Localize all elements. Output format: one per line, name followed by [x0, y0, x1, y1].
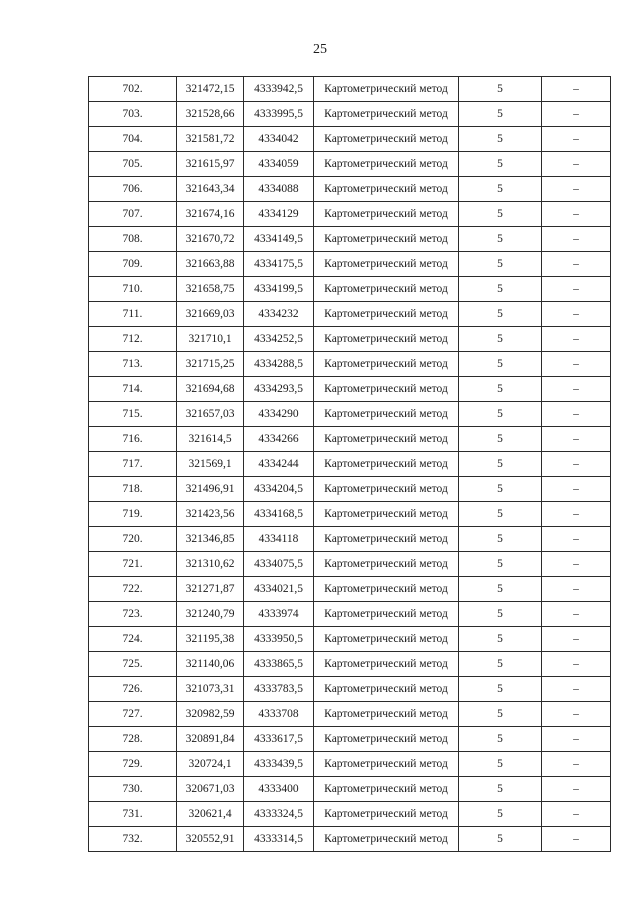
- y-coordinate-cell: 4333974: [244, 602, 314, 627]
- accuracy-cell: 5: [459, 652, 542, 677]
- x-coordinate-cell: 320671,03: [177, 777, 244, 802]
- x-coordinate-cell: 321073,31: [177, 677, 244, 702]
- dash-cell: –: [542, 252, 611, 277]
- table-row: [89, 477, 611, 502]
- point-number-cell: 719.: [89, 502, 177, 527]
- y-coordinate-cell: 4333439,5: [244, 752, 314, 777]
- y-coordinate-cell: 4333314,5: [244, 827, 314, 852]
- y-coordinate-cell: 4333617,5: [244, 727, 314, 752]
- table-row: [89, 77, 611, 102]
- dash-cell: –: [542, 427, 611, 452]
- point-number-cell: 726.: [89, 677, 177, 702]
- dash-cell: –: [542, 827, 611, 852]
- dash-cell: –: [542, 152, 611, 177]
- accuracy-cell: 5: [459, 177, 542, 202]
- table-row: [89, 252, 611, 277]
- table-row: [89, 377, 611, 402]
- table-row: [89, 427, 611, 452]
- method-cell: Картометрический метод: [314, 602, 459, 627]
- y-coordinate-cell: 4334266: [244, 427, 314, 452]
- y-coordinate-cell: 4334252,5: [244, 327, 314, 352]
- method-cell: Картометрический метод: [314, 77, 459, 102]
- table-row: [89, 152, 611, 177]
- accuracy-cell: 5: [459, 452, 542, 477]
- accuracy-cell: 5: [459, 752, 542, 777]
- accuracy-cell: 5: [459, 202, 542, 227]
- y-coordinate-cell: 4333942,5: [244, 77, 314, 102]
- y-coordinate-cell: 4334075,5: [244, 552, 314, 577]
- method-cell: Картометрический метод: [314, 552, 459, 577]
- accuracy-cell: 5: [459, 602, 542, 627]
- accuracy-cell: 5: [459, 727, 542, 752]
- dash-cell: –: [542, 227, 611, 252]
- dash-cell: –: [542, 352, 611, 377]
- method-cell: Картометрический метод: [314, 752, 459, 777]
- accuracy-cell: 5: [459, 102, 542, 127]
- x-coordinate-cell: 321657,03: [177, 402, 244, 427]
- dash-cell: –: [542, 627, 611, 652]
- accuracy-cell: 5: [459, 477, 542, 502]
- y-coordinate-cell: 4333400: [244, 777, 314, 802]
- point-number-cell: 715.: [89, 402, 177, 427]
- dash-cell: –: [542, 527, 611, 552]
- method-cell: Картометрический метод: [314, 427, 459, 452]
- table-row: [89, 552, 611, 577]
- x-coordinate-cell: 321615,97: [177, 152, 244, 177]
- y-coordinate-cell: 4333950,5: [244, 627, 314, 652]
- x-coordinate-cell: 321346,85: [177, 527, 244, 552]
- dash-cell: –: [542, 552, 611, 577]
- method-cell: Картометрический метод: [314, 677, 459, 702]
- method-cell: Картометрический метод: [314, 352, 459, 377]
- dash-cell: –: [542, 402, 611, 427]
- point-number-cell: 732.: [89, 827, 177, 852]
- table-row: [89, 352, 611, 377]
- method-cell: Картометрический метод: [314, 627, 459, 652]
- point-number-cell: 708.: [89, 227, 177, 252]
- point-number-cell: 702.: [89, 77, 177, 102]
- x-coordinate-cell: 321669,03: [177, 302, 244, 327]
- dash-cell: –: [542, 702, 611, 727]
- accuracy-cell: 5: [459, 802, 542, 827]
- table-row: [89, 277, 611, 302]
- method-cell: Картометрический метод: [314, 377, 459, 402]
- y-coordinate-cell: 4334199,5: [244, 277, 314, 302]
- dash-cell: –: [542, 602, 611, 627]
- x-coordinate-cell: 320552,91: [177, 827, 244, 852]
- table-row: [89, 577, 611, 602]
- y-coordinate-cell: 4334088: [244, 177, 314, 202]
- point-number-cell: 716.: [89, 427, 177, 452]
- table-row: [89, 102, 611, 127]
- point-number-cell: 730.: [89, 777, 177, 802]
- point-number-cell: 718.: [89, 477, 177, 502]
- point-number-cell: 710.: [89, 277, 177, 302]
- method-cell: Картометрический метод: [314, 177, 459, 202]
- y-coordinate-cell: 4333324,5: [244, 802, 314, 827]
- dash-cell: –: [542, 202, 611, 227]
- dash-cell: –: [542, 752, 611, 777]
- method-cell: Картометрический метод: [314, 727, 459, 752]
- point-number-cell: 728.: [89, 727, 177, 752]
- point-number-cell: 712.: [89, 327, 177, 352]
- y-coordinate-cell: 4334118: [244, 527, 314, 552]
- accuracy-cell: 5: [459, 577, 542, 602]
- method-cell: Картометрический метод: [314, 252, 459, 277]
- x-coordinate-cell: 321670,72: [177, 227, 244, 252]
- point-number-cell: 713.: [89, 352, 177, 377]
- point-number-cell: 723.: [89, 602, 177, 627]
- x-coordinate-cell: 321528,66: [177, 102, 244, 127]
- point-number-cell: 714.: [89, 377, 177, 402]
- y-coordinate-cell: 4334288,5: [244, 352, 314, 377]
- x-coordinate-cell: 321271,87: [177, 577, 244, 602]
- method-cell: Картометрический метод: [314, 502, 459, 527]
- table-row: [89, 402, 611, 427]
- x-coordinate-cell: 321496,91: [177, 477, 244, 502]
- table-row: [89, 302, 611, 327]
- dash-cell: –: [542, 452, 611, 477]
- y-coordinate-cell: 4333783,5: [244, 677, 314, 702]
- y-coordinate-cell: 4334168,5: [244, 502, 314, 527]
- y-coordinate-cell: 4334059: [244, 152, 314, 177]
- accuracy-cell: 5: [459, 77, 542, 102]
- method-cell: Картометрический метод: [314, 777, 459, 802]
- coordinates-table: [88, 76, 611, 852]
- y-coordinate-cell: 4334042: [244, 127, 314, 152]
- x-coordinate-cell: 321715,25: [177, 352, 244, 377]
- method-cell: Картометрический метод: [314, 477, 459, 502]
- x-coordinate-cell: 321614,5: [177, 427, 244, 452]
- table-row: [89, 752, 611, 777]
- accuracy-cell: 5: [459, 227, 542, 252]
- accuracy-cell: 5: [459, 127, 542, 152]
- y-coordinate-cell: 4334175,5: [244, 252, 314, 277]
- y-coordinate-cell: 4334204,5: [244, 477, 314, 502]
- point-number-cell: 703.: [89, 102, 177, 127]
- table-row: [89, 327, 611, 352]
- dash-cell: –: [542, 377, 611, 402]
- x-coordinate-cell: 321140,06: [177, 652, 244, 677]
- method-cell: Картометрический метод: [314, 652, 459, 677]
- x-coordinate-cell: 320621,4: [177, 802, 244, 827]
- dash-cell: –: [542, 77, 611, 102]
- method-cell: Картометрический метод: [314, 302, 459, 327]
- y-coordinate-cell: 4334021,5: [244, 577, 314, 602]
- y-coordinate-cell: 4334290: [244, 402, 314, 427]
- x-coordinate-cell: 321663,88: [177, 252, 244, 277]
- point-number-cell: 717.: [89, 452, 177, 477]
- dash-cell: –: [542, 177, 611, 202]
- y-coordinate-cell: 4333995,5: [244, 102, 314, 127]
- method-cell: Картометрический метод: [314, 327, 459, 352]
- dash-cell: –: [542, 302, 611, 327]
- table-row: [89, 727, 611, 752]
- point-number-cell: 704.: [89, 127, 177, 152]
- y-coordinate-cell: 4333708: [244, 702, 314, 727]
- method-cell: Картометрический метод: [314, 127, 459, 152]
- y-coordinate-cell: 4333865,5: [244, 652, 314, 677]
- accuracy-cell: 5: [459, 527, 542, 552]
- dash-cell: –: [542, 802, 611, 827]
- dash-cell: –: [542, 577, 611, 602]
- x-coordinate-cell: 321569,1: [177, 452, 244, 477]
- method-cell: Картометрический метод: [314, 577, 459, 602]
- accuracy-cell: 5: [459, 277, 542, 302]
- accuracy-cell: 5: [459, 327, 542, 352]
- x-coordinate-cell: 320891,84: [177, 727, 244, 752]
- method-cell: Картометрический метод: [314, 827, 459, 852]
- method-cell: Картометрический метод: [314, 402, 459, 427]
- method-cell: Картометрический метод: [314, 277, 459, 302]
- x-coordinate-cell: 321472,15: [177, 77, 244, 102]
- page-number: 25: [313, 42, 327, 57]
- table-row: [89, 202, 611, 227]
- x-coordinate-cell: 321240,79: [177, 602, 244, 627]
- table-row: [89, 677, 611, 702]
- accuracy-cell: 5: [459, 552, 542, 577]
- accuracy-cell: 5: [459, 427, 542, 452]
- dash-cell: –: [542, 327, 611, 352]
- y-coordinate-cell: 4334129: [244, 202, 314, 227]
- dash-cell: –: [542, 102, 611, 127]
- table-row: [89, 502, 611, 527]
- point-number-cell: 729.: [89, 752, 177, 777]
- x-coordinate-cell: 321581,72: [177, 127, 244, 152]
- table-row: [89, 177, 611, 202]
- accuracy-cell: 5: [459, 827, 542, 852]
- accuracy-cell: 5: [459, 777, 542, 802]
- x-coordinate-cell: 321423,56: [177, 502, 244, 527]
- dash-cell: –: [542, 777, 611, 802]
- method-cell: Картометрический метод: [314, 152, 459, 177]
- table-row: [89, 652, 611, 677]
- method-cell: Картометрический метод: [314, 702, 459, 727]
- x-coordinate-cell: 321694,68: [177, 377, 244, 402]
- point-number-cell: 727.: [89, 702, 177, 727]
- table-row: [89, 627, 611, 652]
- accuracy-cell: 5: [459, 502, 542, 527]
- point-number-cell: 721.: [89, 552, 177, 577]
- method-cell: Картометрический метод: [314, 452, 459, 477]
- table-row: [89, 452, 611, 477]
- dash-cell: –: [542, 127, 611, 152]
- dash-cell: –: [542, 502, 611, 527]
- method-cell: Картометрический метод: [314, 802, 459, 827]
- y-coordinate-cell: 4334244: [244, 452, 314, 477]
- accuracy-cell: 5: [459, 677, 542, 702]
- point-number-cell: 711.: [89, 302, 177, 327]
- y-coordinate-cell: 4334293,5: [244, 377, 314, 402]
- method-cell: Картометрический метод: [314, 227, 459, 252]
- x-coordinate-cell: 321310,62: [177, 552, 244, 577]
- table-row: [89, 777, 611, 802]
- point-number-cell: 720.: [89, 527, 177, 552]
- point-number-cell: 709.: [89, 252, 177, 277]
- dash-cell: –: [542, 727, 611, 752]
- accuracy-cell: 5: [459, 627, 542, 652]
- point-number-cell: 705.: [89, 152, 177, 177]
- point-number-cell: 724.: [89, 627, 177, 652]
- method-cell: Картометрический метод: [314, 527, 459, 552]
- table-row: [89, 602, 611, 627]
- dash-cell: –: [542, 477, 611, 502]
- accuracy-cell: 5: [459, 152, 542, 177]
- table-row: [89, 802, 611, 827]
- point-number-cell: 707.: [89, 202, 177, 227]
- x-coordinate-cell: 321643,34: [177, 177, 244, 202]
- method-cell: Картометрический метод: [314, 202, 459, 227]
- dash-cell: –: [542, 277, 611, 302]
- dash-cell: –: [542, 652, 611, 677]
- point-number-cell: 722.: [89, 577, 177, 602]
- table-row: [89, 127, 611, 152]
- coordinates-table-body: [89, 77, 611, 852]
- dash-cell: –: [542, 677, 611, 702]
- accuracy-cell: 5: [459, 352, 542, 377]
- y-coordinate-cell: 4334232: [244, 302, 314, 327]
- method-cell: Картометрический метод: [314, 102, 459, 127]
- point-number-cell: 706.: [89, 177, 177, 202]
- point-number-cell: 731.: [89, 802, 177, 827]
- accuracy-cell: 5: [459, 702, 542, 727]
- accuracy-cell: 5: [459, 252, 542, 277]
- accuracy-cell: 5: [459, 377, 542, 402]
- y-coordinate-cell: 4334149,5: [244, 227, 314, 252]
- x-coordinate-cell: 320724,1: [177, 752, 244, 777]
- table-row: [89, 827, 611, 852]
- point-number-cell: 725.: [89, 652, 177, 677]
- x-coordinate-cell: 321710,1: [177, 327, 244, 352]
- accuracy-cell: 5: [459, 402, 542, 427]
- x-coordinate-cell: 321195,38: [177, 627, 244, 652]
- table-row: [89, 527, 611, 552]
- table-row: [89, 227, 611, 252]
- x-coordinate-cell: 321658,75: [177, 277, 244, 302]
- x-coordinate-cell: 321674,16: [177, 202, 244, 227]
- x-coordinate-cell: 320982,59: [177, 702, 244, 727]
- table-row: [89, 702, 611, 727]
- accuracy-cell: 5: [459, 302, 542, 327]
